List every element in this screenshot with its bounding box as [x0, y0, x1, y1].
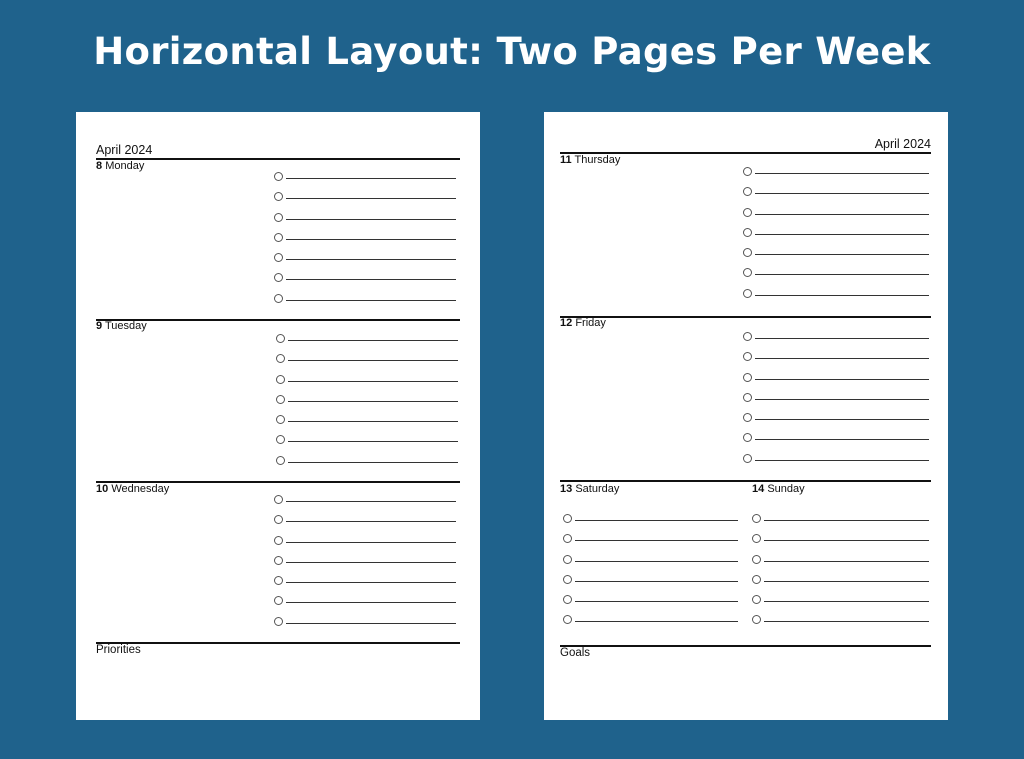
checkbox-circle-icon[interactable] — [274, 273, 283, 282]
checkbox-circle-icon[interactable] — [752, 534, 761, 543]
task-row[interactable] — [276, 332, 458, 352]
checkbox-circle-icon[interactable] — [274, 596, 283, 605]
divider — [560, 480, 931, 482]
task-row[interactable] — [274, 493, 456, 513]
writing-line — [764, 601, 929, 602]
task-row[interactable] — [274, 534, 456, 554]
checkbox-circle-icon[interactable] — [274, 576, 283, 585]
page-title: Horizontal Layout: Two Pages Per Week — [93, 30, 931, 73]
writing-line — [755, 234, 929, 235]
task-row[interactable] — [563, 512, 738, 532]
writing-line — [286, 582, 456, 583]
checkbox-circle-icon[interactable] — [743, 373, 752, 382]
writing-line — [764, 540, 929, 541]
writing-line — [288, 340, 458, 341]
checkbox-circle-icon[interactable] — [276, 456, 285, 465]
priorities-label: Priorities — [96, 644, 141, 656]
writing-line — [288, 441, 458, 442]
writing-line — [764, 561, 929, 562]
checkbox-circle-icon[interactable] — [752, 514, 761, 523]
writing-line — [575, 561, 738, 562]
checkbox-circle-icon[interactable] — [752, 615, 761, 624]
task-row[interactable] — [743, 411, 929, 431]
day-label-saturday — [560, 483, 619, 495]
writing-line — [288, 401, 458, 402]
task-list-friday — [743, 330, 929, 472]
writing-line — [286, 602, 456, 603]
task-row[interactable] — [276, 433, 458, 453]
writing-line — [575, 520, 738, 521]
task-row[interactable] — [743, 391, 929, 411]
task-list-tuesday — [276, 332, 458, 474]
task-row[interactable] — [752, 573, 929, 593]
checkbox-circle-icon[interactable] — [274, 495, 283, 504]
checkbox-circle-icon[interactable] — [743, 228, 752, 237]
checkbox-circle-icon[interactable] — [274, 172, 283, 181]
task-row[interactable] — [276, 373, 458, 393]
writing-line — [764, 520, 929, 521]
checkbox-circle-icon[interactable] — [563, 575, 572, 584]
writing-line — [755, 419, 929, 420]
checkbox-circle-icon[interactable] — [743, 289, 752, 298]
checkbox-circle-icon[interactable] — [274, 213, 283, 222]
checkbox-circle-icon[interactable] — [563, 615, 572, 624]
writing-line — [575, 581, 738, 582]
day-label-friday — [560, 317, 606, 329]
task-row[interactable] — [752, 553, 929, 573]
divider — [560, 645, 931, 647]
divider — [96, 319, 460, 321]
writing-line — [764, 581, 929, 582]
task-row[interactable] — [276, 413, 458, 433]
day-name: Saturday — [575, 483, 620, 495]
task-row[interactable] — [563, 613, 738, 633]
planner-page-right — [544, 112, 948, 720]
checkbox-circle-icon[interactable] — [563, 534, 572, 543]
day-number: 8 — [96, 160, 103, 172]
writing-line — [286, 542, 456, 543]
writing-line — [288, 462, 458, 463]
task-row[interactable] — [743, 266, 929, 286]
writing-line — [755, 439, 929, 440]
checkbox-circle-icon[interactable] — [276, 354, 285, 363]
task-row[interactable] — [752, 532, 929, 552]
writing-line — [575, 601, 738, 602]
checkbox-circle-icon[interactable] — [276, 415, 285, 424]
task-row[interactable] — [743, 206, 929, 226]
day-number: 9 — [96, 320, 103, 332]
day-number: 10 — [96, 483, 109, 495]
checkbox-circle-icon[interactable] — [743, 208, 752, 217]
day-number: 12 — [560, 317, 573, 329]
checkbox-circle-icon[interactable] — [563, 555, 572, 564]
task-row[interactable] — [743, 431, 929, 451]
writing-line — [575, 540, 738, 541]
writing-line — [755, 295, 929, 296]
writing-line — [755, 173, 929, 174]
day-number: 14 — [752, 483, 765, 495]
writing-line — [288, 360, 458, 361]
checkbox-circle-icon[interactable] — [752, 595, 761, 604]
writing-line — [755, 379, 929, 380]
writing-line — [286, 178, 456, 179]
task-row[interactable] — [274, 594, 456, 614]
checkbox-circle-icon[interactable] — [743, 413, 752, 422]
checkbox-circle-icon[interactable] — [743, 393, 752, 402]
task-row[interactable] — [276, 454, 458, 474]
task-row[interactable] — [563, 573, 738, 593]
task-row[interactable] — [563, 532, 738, 552]
task-row[interactable] — [743, 185, 929, 205]
task-row[interactable] — [274, 211, 456, 231]
day-number: 13 — [560, 483, 573, 495]
task-row[interactable] — [743, 350, 929, 370]
task-list-wednesday — [274, 493, 456, 635]
checkbox-circle-icon[interactable] — [274, 294, 283, 303]
writing-line — [764, 621, 929, 622]
task-row[interactable] — [752, 593, 929, 613]
writing-line — [286, 279, 456, 280]
writing-line — [755, 193, 929, 194]
checkbox-circle-icon[interactable] — [743, 332, 752, 341]
writing-line — [286, 501, 456, 502]
task-row[interactable] — [274, 271, 456, 291]
task-row[interactable] — [274, 190, 456, 210]
writing-line — [755, 338, 929, 339]
task-row[interactable] — [752, 613, 929, 633]
checkbox-circle-icon[interactable] — [743, 187, 752, 196]
task-row[interactable] — [563, 593, 738, 613]
task-row[interactable] — [743, 330, 929, 350]
checkbox-circle-icon[interactable] — [274, 253, 283, 262]
task-row[interactable] — [743, 287, 929, 307]
task-row[interactable] — [274, 292, 456, 312]
checkbox-circle-icon[interactable] — [274, 233, 283, 242]
task-row[interactable] — [743, 246, 929, 266]
task-row[interactable] — [274, 170, 456, 190]
task-row[interactable] — [274, 513, 456, 533]
writing-line — [286, 521, 456, 522]
checkbox-circle-icon[interactable] — [276, 334, 285, 343]
checkbox-circle-icon[interactable] — [274, 536, 283, 545]
task-list-monday — [274, 170, 456, 312]
writing-line — [286, 239, 456, 240]
writing-line — [755, 254, 929, 255]
day-label-wednesday — [96, 483, 169, 495]
writing-line — [286, 198, 456, 199]
divider — [96, 158, 460, 160]
task-row[interactable] — [743, 165, 929, 185]
divider — [560, 316, 931, 318]
checkbox-circle-icon[interactable] — [743, 167, 752, 176]
writing-line — [286, 259, 456, 260]
writing-line — [288, 421, 458, 422]
task-row[interactable] — [274, 251, 456, 271]
task-row[interactable] — [276, 352, 458, 372]
day-number: 11 — [560, 154, 572, 166]
day-name: Sunday — [767, 483, 805, 495]
checkbox-circle-icon[interactable] — [274, 556, 283, 565]
checkbox-circle-icon[interactable] — [563, 514, 572, 523]
day-label-monday — [96, 160, 144, 172]
month-label: April 2024 — [874, 137, 931, 151]
writing-line — [575, 621, 738, 622]
day-name: Friday — [575, 317, 606, 329]
divider — [96, 642, 460, 644]
month-label: April 2024 — [96, 143, 153, 157]
checkbox-circle-icon[interactable] — [743, 454, 752, 463]
checkbox-circle-icon[interactable] — [276, 375, 285, 384]
task-list-thursday — [743, 165, 929, 307]
task-row[interactable] — [274, 231, 456, 251]
task-row[interactable] — [752, 512, 929, 532]
checkbox-circle-icon[interactable] — [743, 352, 752, 361]
day-label-tuesday — [96, 320, 147, 332]
task-row[interactable] — [274, 615, 456, 635]
checkbox-circle-icon[interactable] — [752, 575, 761, 584]
goals-label: Goals — [560, 647, 591, 659]
task-row[interactable] — [743, 226, 929, 246]
writing-line — [286, 300, 456, 301]
checkbox-circle-icon[interactable] — [743, 268, 752, 277]
writing-line — [755, 358, 929, 359]
checkbox-circle-icon[interactable] — [563, 595, 572, 604]
checkbox-circle-icon[interactable] — [743, 248, 752, 257]
writing-line — [755, 214, 929, 215]
checkbox-circle-icon[interactable] — [752, 555, 761, 564]
writing-line — [286, 623, 456, 624]
task-row[interactable] — [743, 452, 929, 472]
writing-line — [755, 274, 929, 275]
checkbox-circle-icon[interactable] — [274, 617, 283, 626]
task-row[interactable] — [274, 554, 456, 574]
writing-line — [288, 381, 458, 382]
day-name: Tuesday — [104, 320, 147, 332]
task-row[interactable] — [563, 553, 738, 573]
checkbox-circle-icon[interactable] — [276, 395, 285, 404]
day-label-sunday — [752, 483, 805, 495]
day-name: Wednesday — [111, 483, 170, 495]
writing-line — [755, 399, 929, 400]
planner-page-left — [76, 112, 480, 720]
task-list-saturday — [563, 512, 738, 634]
checkbox-circle-icon[interactable] — [276, 435, 285, 444]
day-name: Monday — [105, 160, 145, 172]
checkbox-circle-icon[interactable] — [743, 433, 752, 442]
day-label-thursday — [560, 154, 620, 166]
task-list-sunday — [752, 512, 929, 634]
writing-line — [755, 460, 929, 461]
task-row[interactable] — [743, 371, 929, 391]
task-row[interactable] — [276, 393, 458, 413]
writing-line — [286, 219, 456, 220]
task-row[interactable] — [274, 574, 456, 594]
checkbox-circle-icon[interactable] — [274, 192, 283, 201]
day-name: Thursday — [574, 154, 621, 166]
writing-line — [286, 562, 456, 563]
checkbox-circle-icon[interactable] — [274, 515, 283, 524]
